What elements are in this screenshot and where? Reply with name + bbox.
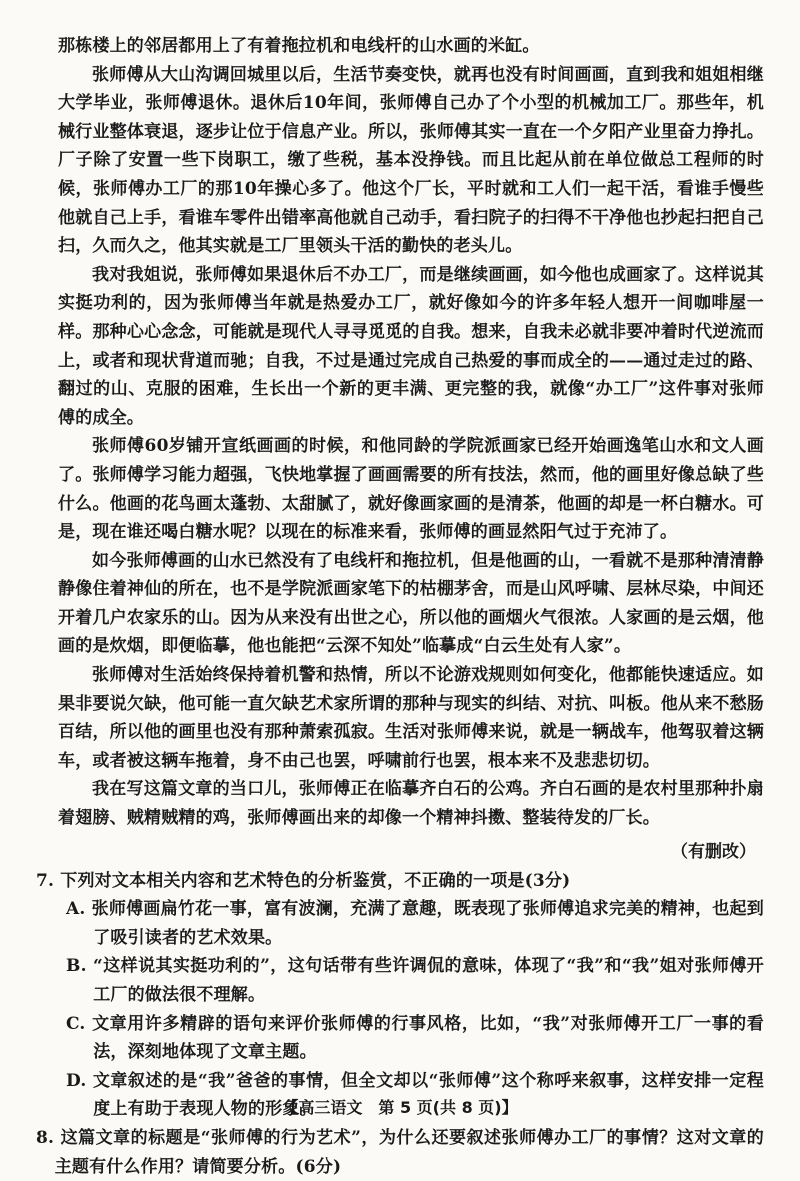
question-7-option-b: B. “这样说其实挺功利的”，这句话带有些许调侃的意味，体现了“我”和“我”姐对张师傅开工厂的做法很不理解。 bbox=[66, 956, 764, 1005]
paragraph-4: 张师傅60岁铺开宣纸画画的时候，和他同龄的学院派画家已经开始画逸笔山水和文人画了。张师傅学习能力超强，飞快地掌握了画画需要的所有技法，然而，他的画里好像总缺了些什么。他画的花鸟画太蓬勃、太甜腻了，就好像画家画的是清茶，他画的却是一杯白糖水。可是，现在谁还喝白糖水呢？以现在的标准来看，张师傅的画显然阳气过于充沛了。 bbox=[58, 436, 764, 543]
paragraph-3: 我对我姐说，张师傅如果退休后不办工厂，而是继续画画，如今他也成画家了。这样说其实挺功利的，因为张师傅当年就是热爱办工厂，就好像如今的许多年轻人想开一间咖啡屋一样。那种心心念念，可能就是现代人寻寻觅觅的自我。想来，自我未必就非要冲着时代逆流而上，或者和现状背道而驰；自我，不过是通过完成自己热爱的事而成全的——通过走过的路、翻过的山、克服的困难，生长出一个新的更丰满、更完整的我，就像“办工厂”这件事对张师傅的成全。 bbox=[58, 264, 764, 428]
questions-section bbox=[36, 867, 764, 1181]
question-8-title: 8. 这篇文章的标题是“张师傅的行为艺术”，为什么还要叙述张师傅办工厂的事情？这对文章的主题有什么作用？请简要分析。(6分) bbox=[36, 1127, 764, 1177]
source-note: （有删改） bbox=[671, 841, 756, 862]
paragraph-7: 我在写这篇文章的当口儿，张师傅正在临摹齐白石的公鸡。齐白石画的是农村里那种扑扇着翅膀、贼精贼精的鸡，张师傅画出来的却像一个精神抖擞、整装待发的厂长。 bbox=[58, 779, 764, 829]
question-7-title: 7. 下列对文本相关内容和艺术特色的分析鉴赏，不正确的一项是(3分) bbox=[36, 870, 571, 891]
paragraph-5: 如今张师傅画的山水已然没有了电线杆和拖拉机，但是他画的山，一看就不是那种清清静静像住着神仙的所在，也不是学院派画家笔下的枯棚茅舍，而是山风呼啸、层林尽染，中间还开着几户农家乐的山。因为从来没有出世之心，所以他的画烟火气很浓。人家画的是云烟，他画的是炊烟，即便临摹，他也能把“云深不知处”临摹成“白云生处有人家”。 bbox=[58, 550, 764, 657]
paragraph-6: 张师傅对生活始终保持着机警和热情，所以不论游戏规则如何变化，他都能快速适应。如果非要说欠缺，他可能一直欠缺艺术家所谓的那种与现实的纠结、对抗、叫板。他从来不愁肠百结，所以他的画里也没有那种萧索孤寂。生活对张师傅来说，就是一辆战车，他驾驭着这辆车，或者被这辆车拖着，身不由己也罢，呼啸前行也罢，根本来不及悲悲切切。 bbox=[58, 665, 764, 771]
question-7-option-a: A. 张师傅画扁竹花一事，富有波澜，充满了意趣，既表现了张师傅追求完美的精神，也起到了吸引读者的艺术效果。 bbox=[66, 899, 764, 948]
paragraph-2: 张师傅从大山沟调回城里以后，生活节奏变快，就再也没有时间画画，直到我和姐姐相继大学毕业，张师傅退休。退休后10年间，张师傅自己办了个小型的机械加工厂。那些年，机械行业整体衰退，逐步让位于信息产业。所以，张师傅其实一直在一个夕阳产业里奋力挣扎。厂子除了安置一些下岗职工，缴了些税，基本没挣钱。而且比起从前在单位做总工程师的时候，张师傅办工厂的那10年操心多了。他这个厂长，平时就和工人们一起干活，看谁手慢些他就自己上手，看谁车零件出错率高他就自己动手，看扫院子的扫得不干净他也抄起扫把自己扫，久而久之，他其实就是工厂里领头干活的勤快的老头儿。 bbox=[58, 64, 764, 257]
paragraph-1: 那栋楼上的邻居都用上了有着拖拉机和电线杆的山水画的米缸。 bbox=[58, 36, 540, 56]
question-7-option-d: D. 文章叙述的是“我”爸爸的事情，但全文却以“张师傅”这个称呼来叙事，这样安排一定程度上有助于表现人物的形象。 bbox=[66, 1070, 764, 1120]
article-body bbox=[58, 32, 764, 867]
question-7-options bbox=[36, 895, 764, 1124]
page-footer: 【高三语文 第 5 页(共 8 页)】 bbox=[282, 1098, 518, 1117]
question-7-option-c: C. 文章用许多精辟的语句来评价张师傅的行事风格，比如，“我”对张师傅开工厂一事的看法，深刻地体现了文章主题。 bbox=[66, 1013, 764, 1063]
